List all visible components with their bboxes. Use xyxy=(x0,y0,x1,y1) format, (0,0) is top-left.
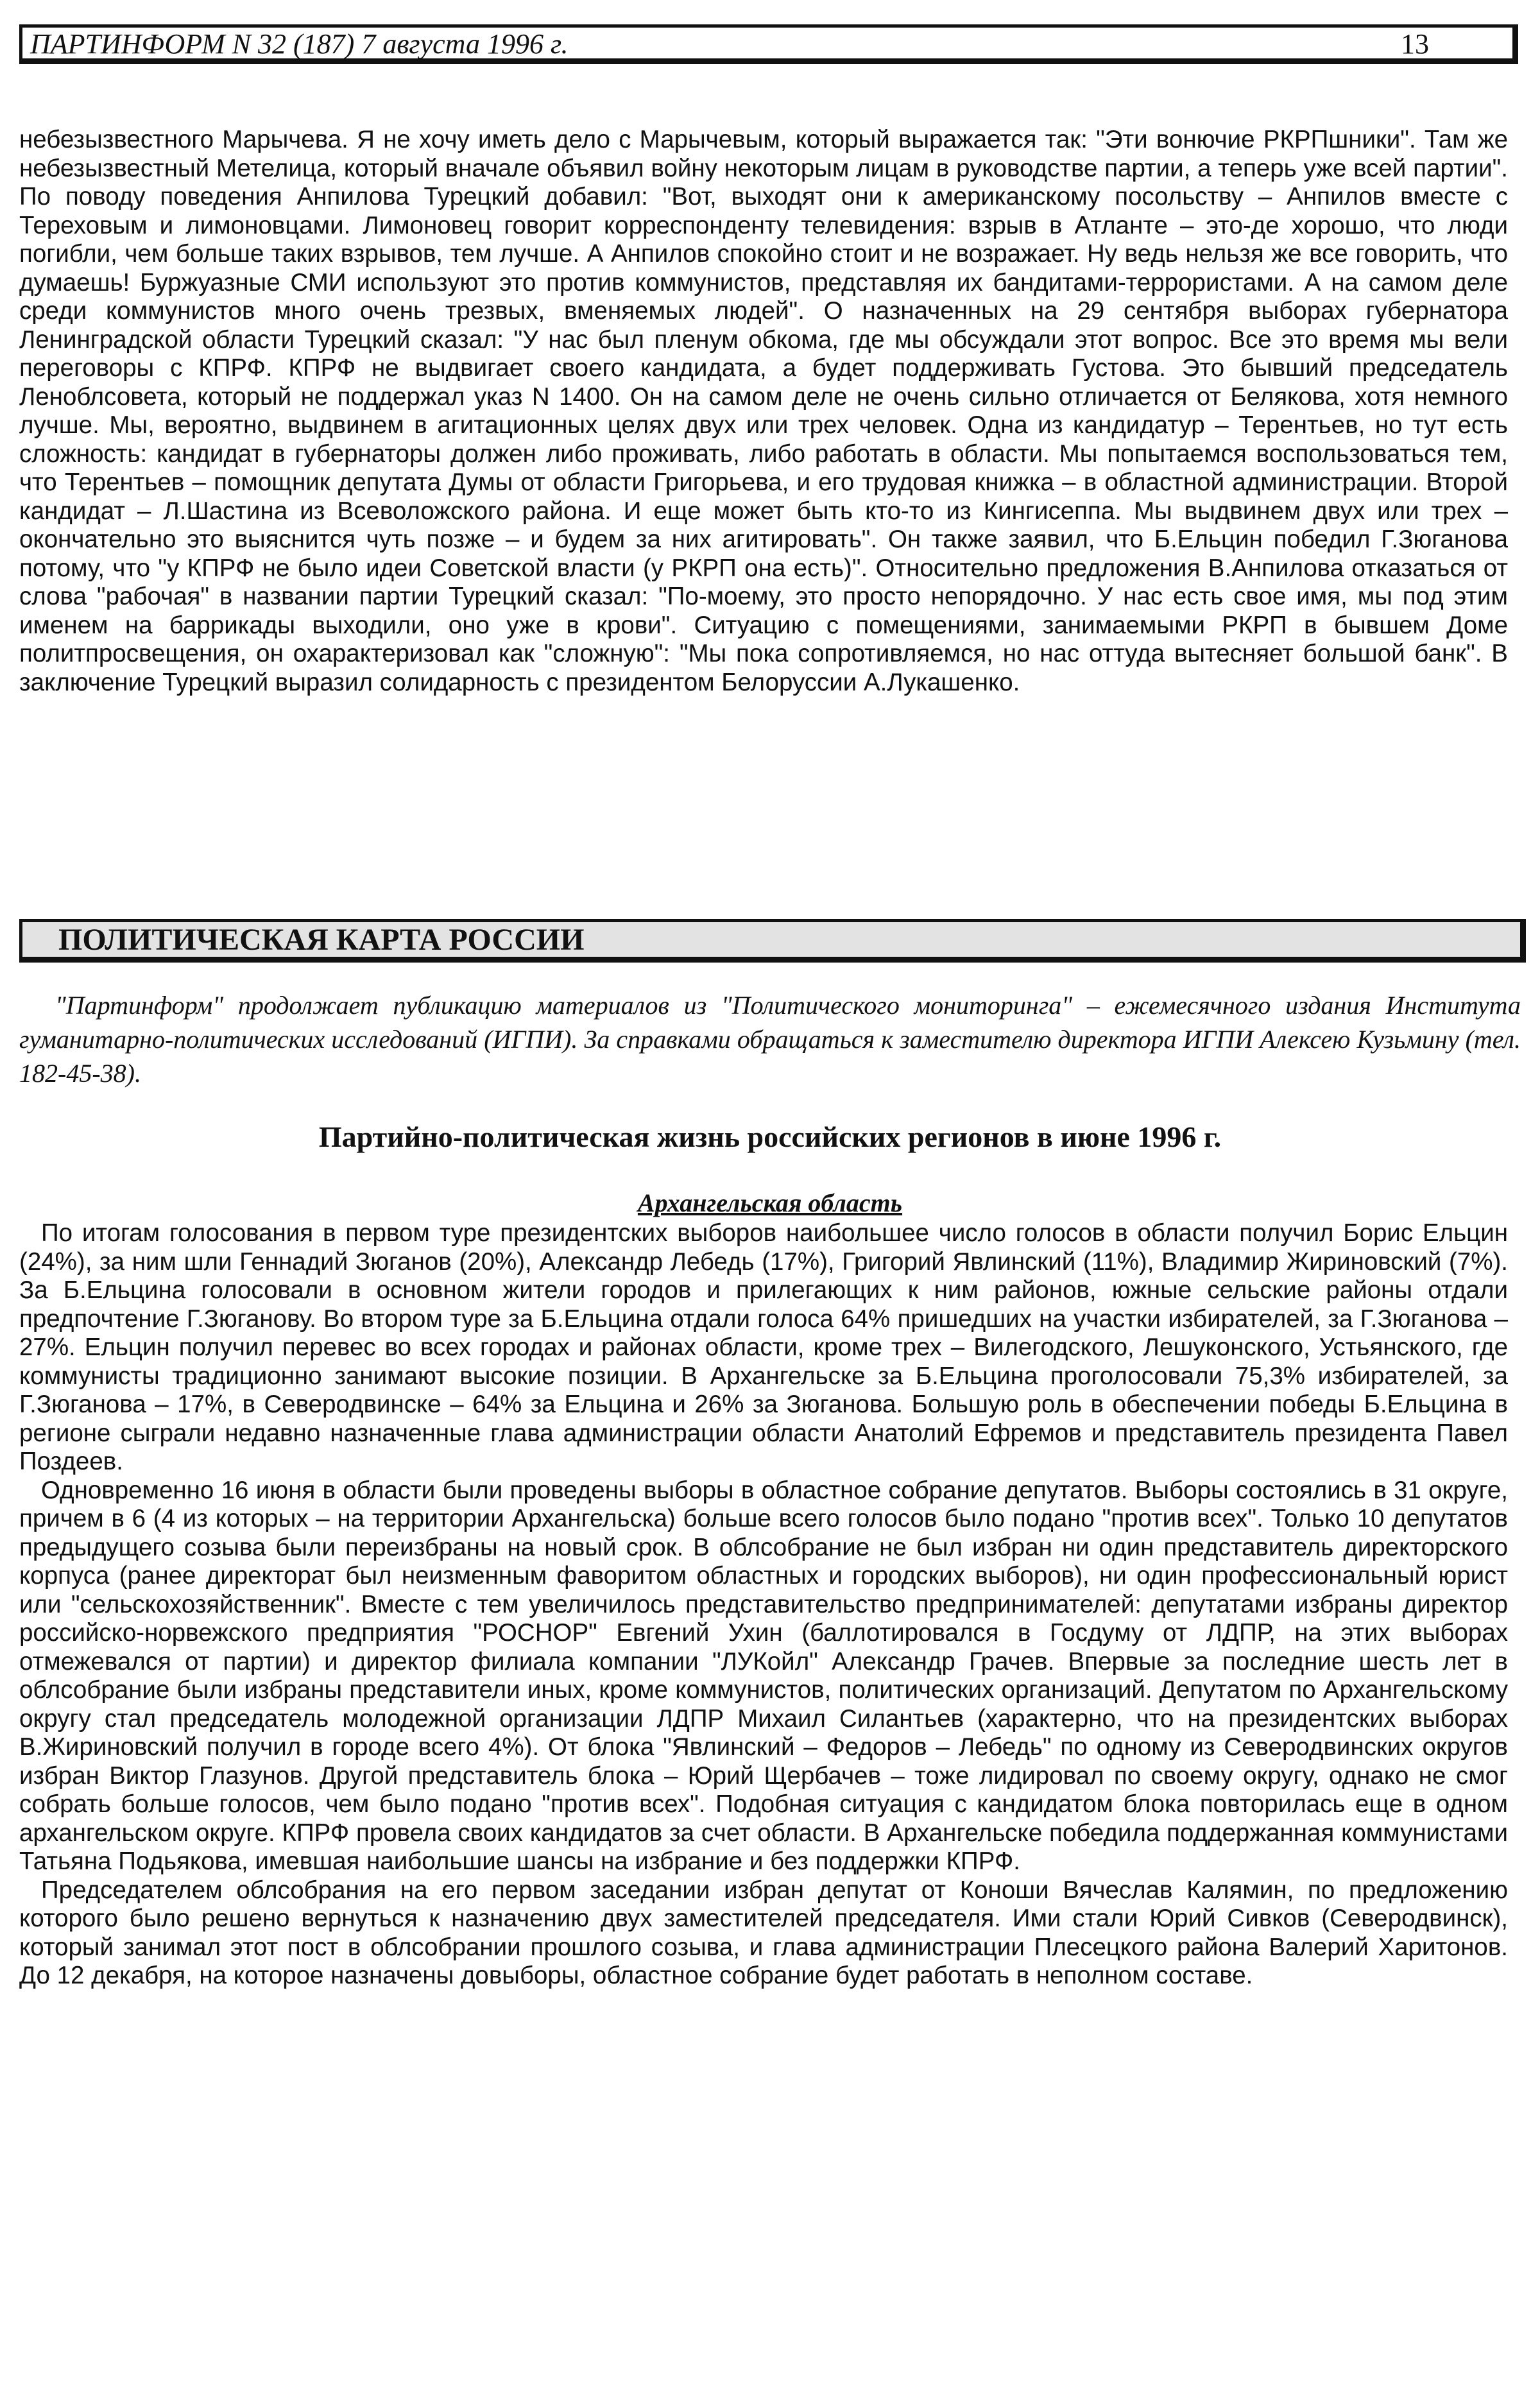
article-body xyxy=(19,1219,1508,1991)
intro-text xyxy=(19,126,1508,697)
editorial-note: "Партинформ" продолжает публикацию материалов из "Политического мониторинга" – ежемесячного издания Института гуманитарно-политических исследований (ИГПИ). За справками обращаться к заместителю директора ИГПИ Алексею Кузьмину (тел. 182-45-38). xyxy=(19,991,1521,1088)
article-title: Партийно-политическая жизнь российских регионов в июне 1996 г. xyxy=(318,1120,1222,1153)
section-title: ПОЛИТИЧЕСКАЯ КАРТА РОССИИ xyxy=(58,923,585,957)
article-paragraph: По итогам голосования в первом туре президентских выборов наибольшее число голосов в области получил Борис Ельцин (24%), за ним шли Геннадий Зюганов (20%), Александр Лебедь (17%), Григорий Явлинский (11%), Владимир Жириновский (7%). За Б.Ельцина голосовали в основном жители городов и прилегающих к ним районов, южные сельские районы отдали предпочтение Г.Зюганову. Во втором туре за Б.Ельцина отдали голоса 64% пришедших на участки избирателей, за Г.Зюганова – 27%. Ельцин получил перевес во всех городах и районах области, кроме трех – Вилегодского, Лешуконского, Устьянского, где коммунисты традиционно занимают высокие позиции. В Архангельске за Б.Ельцина проголосовали 75,3% избирателей, за Г.Зюганова – 17%, в Северодвинске – 64% за Ельцина и 26% за Зюганова. Большую роль в обеспечении победы Б.Ельцина в регионе сыграли недавно назначенные глава администрации области Анатолий Ефремов и представитель президента Павел Поздеев. xyxy=(19,1219,1508,1475)
page-number: 13 xyxy=(1401,28,1429,60)
running-header xyxy=(19,24,1518,64)
region-heading: Архангельская область xyxy=(637,1188,903,1217)
article-paragraph: Одновременно 16 июня в области были проведены выборы в областное собрание депутатов. Выборы состоялись в 31 округе, причем в 6 (4 из которых – на территории Архангельска) больше всего голосов было подано "против всех". Только 10 депутатов предыдущего созыва были переизбраны на новый срок. В облсобрание не был избран ни один представитель директорского корпуса (ранее директорат был неизменным фаворитом областных и городских выборов), ни один профессиональный юрист или "сельскохозяйственник". Вместе с тем увеличилось представительство предпринимателей: депутатами избраны директор российско-норвежского предприятия "РОСНОР" Евгений Ухин (баллотировался в Госдуму от ЛДПР, на этих выборах отмежевался от партии) и директор филиала компании "ЛУКойл" Александр Грачев. Впервые за последние шесть лет в облсобрание были избраны представители иных, кроме коммунистов, политических организаций. Депутатом по Архангельскому округу стал председатель молодежной организации ЛДПР Михаил Силантьев (характерно, что на президентских выборах В.Жириновский получил в городе всего 4%). От блока "Явлинский – Федоров – Лебедь" по одному из Северодвинских округов избран Виктор Глазунов. Другой представитель блока – Юрий Щербачев – тоже лидировал по своему округу, однако не смог собрать больше голосов, чем было подано "против всех". Подобная ситуация с кандидатом блока повторилась еще в одном архангельском округе. КПРФ провела своих кандидатов за счет области. В Архангельске победила поддержанная коммунистами Татьяна Подьякова, имевшая наибольшие шансы на избрание и без поддержки КПРФ. xyxy=(19,1476,1508,1875)
section-heading xyxy=(19,919,1526,963)
header-title: ПАРТИНФОРМ N 32 (187) 7 августа 1996 г. xyxy=(30,28,569,60)
intro-paragraph: небезызвестного Марычева. Я не хочу иметь дело с Марычевым, который выражается так: "Эти вонючие РКРПшники". Там же небезызвестный Метелица, который вначале объявил войну некоторым лицам в руководстве партии, а теперь уже всей партии". По поводу поведения Анпилова Турецкий добавил: "Вот, выходят они к американскому посольству – Анпилов вместе с Тереховым и лимоновцами. Лимоновец говорит корреспонденту телевидения: взрыв в Атланте – это-де хорошо, что люди погибли, чем больше таких взрывов, тем лучше. А Анпилов спокойно стоит и не возражает. Ну ведь нельзя же все говорить, что думаешь! Буржуазные СМИ используют это против коммунистов, представляя их бандитами-террористами. А на самом деле среди коммунистов много очень трезвых, вменяемых людей". О назначенных на 29 сентября выборах губернатора Ленинградской области Турецкий сказал: "У нас был пленум обкома, где мы обсуждали этот вопрос. Все это время мы вели переговоры с КПРФ. КПРФ не выдвигает своего кандидата, а будет поддерживать Густова. Это бывший председатель Леноблсовета, который не поддержал указ N 1400. Он на самом деле не очень сильно отличается от Белякова, хотя немного лучше. Мы, вероятно, выдвинем в агитационных целях двух или трех человек. Одна из кандидатур – Терентьев, но тут есть сложность: кандидат в губернаторы должен либо проживать, либо работать в области. Мы попытаемся воспользоваться тем, что Терентьев – помощник депутата Думы от области Григорьева, и его трудовая книжка – в областной администрации. Второй кандидат – Л.Шастина из Всеволожского района. И еще может быть кто-то из Кингисеппа. Мы выдвинем двух или трех – окончательно это выяснится чуть позже – и будем за них агитировать". Он также заявил, что Б.Ельцин победил Г.Зюганова потому, что "у КПРФ не было идеи Советской власти (у РКРП она есть)". Относительно предложения В.Анпилова отказаться от слова "рабочая" в названии партии Турецкий сказал: "По-моему, это просто непорядочно. У нас есть свое имя, мы под этим именем на баррикады выходили, оно уже в крови". Ситуацию с помещениями, занимаемыми РКРП в бывшем Доме политпросвещения, он охарактеризовал как "сложную": "Мы пока сопротивляемся, но нас оттуда вытесняет большой банк". В заключение Турецкий выразил солидарность с президентом Белоруссии А.Лукашенко. xyxy=(19,126,1508,696)
article-paragraph: Председателем облсобрания на его первом заседании избран депутат от Коноши Вячеслав Калямин, по предложению которого было решено вернуться к назначению двух заместителей председателя. Ими стали Юрий Сивков (Северодвинск), который занимал этот пост в облсобрании прошлого созыва, и глава администрации Плесецкого района Валерий Харитонов. До 12 декабря, на которое назначены довыборы, областное собрание будет работать в неполном составе. xyxy=(19,1876,1508,1989)
